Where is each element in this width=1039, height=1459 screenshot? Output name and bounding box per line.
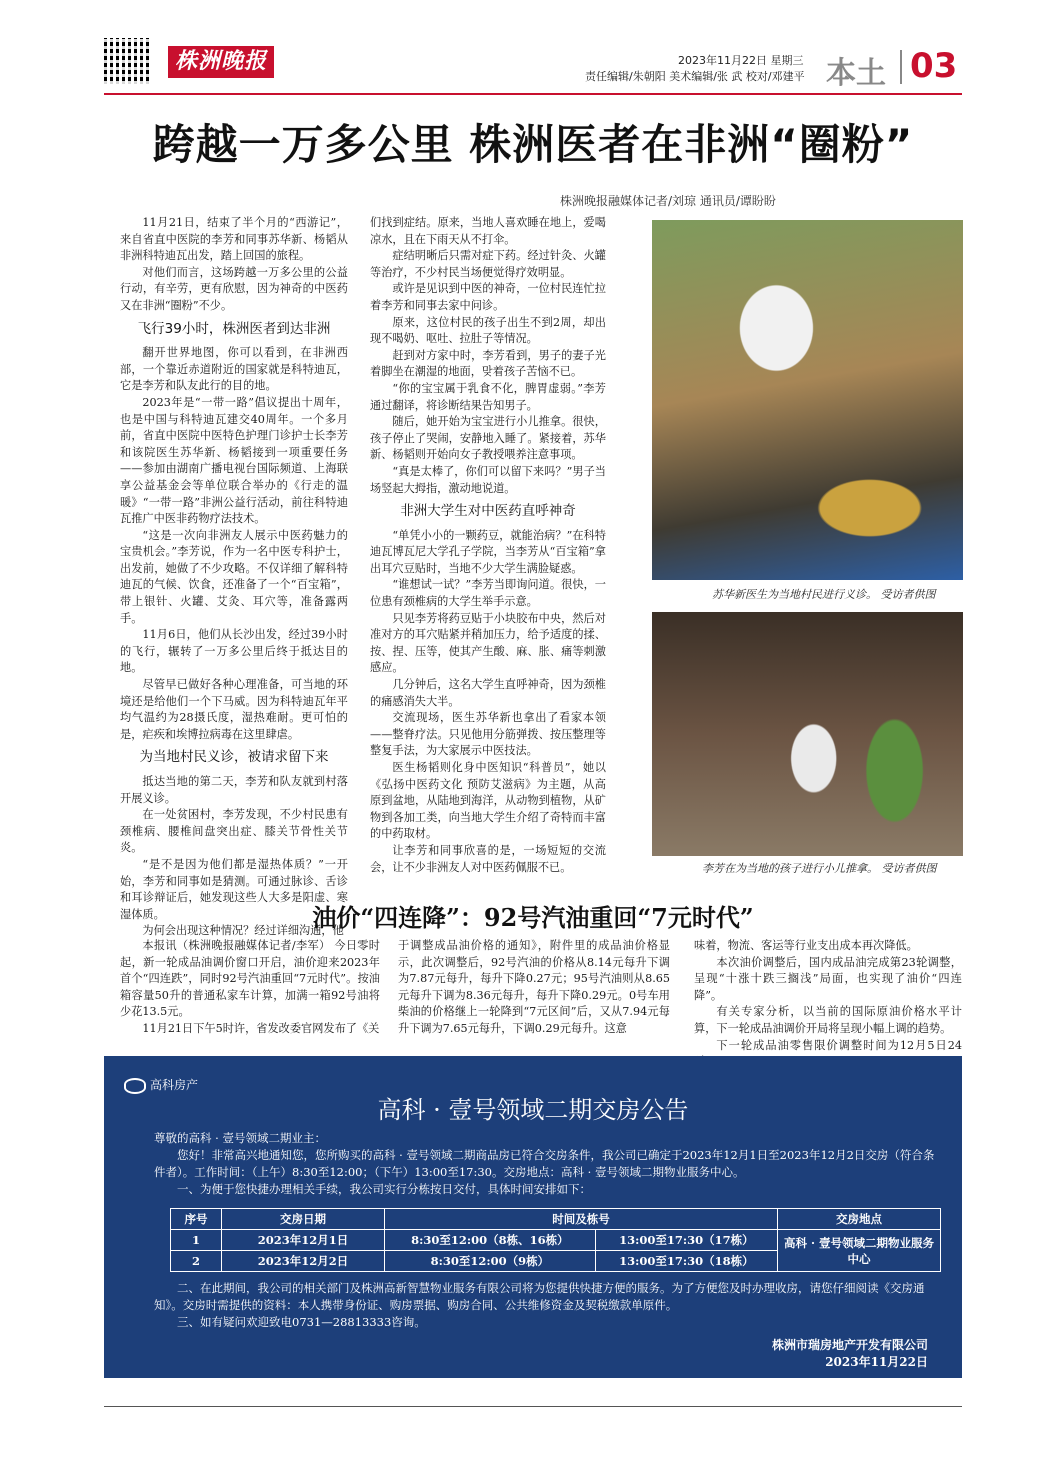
oil-column-2 bbox=[398, 938, 670, 1038]
ad-footer-text bbox=[154, 1280, 944, 1331]
article-paragraph: 11月6日，他们从长沙出发，经过39小时的飞行，辗转了一万多公里后终于抵达目的地。 bbox=[120, 628, 348, 675]
article-paragraph: 或许是见识到中医的神奇，一位村民连忙拉着李芳和同事去家中问诊。 bbox=[370, 282, 606, 312]
article-subhead: 飞行39小时，株洲医者到达非洲 bbox=[137, 320, 331, 337]
article-paragraph: “是不是因为他们都是湿热体质？”一开始，李芳和同事如是猜测。可通过脉诊、舌诊和耳诊辩证后，她发现这些人大多是阳虚、寒湿体质。 bbox=[120, 857, 348, 921]
handover-location: 高科 · 壹号领域二期物业服务中心 bbox=[778, 1230, 941, 1272]
article-paragraph: 让李芳和同事欣喜的是，一场短短的交流会，让不少非洲友人对中医药佩服不已。 bbox=[370, 843, 606, 874]
table-header: 时间及栋号 bbox=[385, 1209, 778, 1230]
table-cell: 13:00至17:30（17栋） bbox=[595, 1230, 777, 1251]
newspaper-logo: 株洲晚报 bbox=[168, 46, 274, 78]
oil-paragraph: 有关专家分析，以当前的国际原油价格水平计算，下一轮成品油调价开局将呈现小幅上调的趋势。 bbox=[694, 1005, 962, 1035]
article-paragraph: 翻开世界地图，你可以看到，在非洲西部，一个靠近赤道附近的国家就是科特迪瓦，它是李芳和队友此行的目的地。 bbox=[120, 346, 348, 393]
article-paragraph: “真是太棒了，你们可以留下来吗？”男子当场竖起大拇指，激动地说道。 bbox=[370, 464, 606, 495]
ad-date: 2023年11月22日 bbox=[825, 1355, 928, 1369]
article-paragraph: 对他们而言，这场跨越一万多公里的公益行动，有辛劳，更有欣慰，因为神奇的中医药又在非洲“圈粉”不少。 bbox=[120, 265, 348, 312]
article-subhead: 为当地村民义诊，被请求留下来 bbox=[139, 749, 329, 766]
article-paragraph: 们找到症结。原来，当地人喜欢睡在地上，爱喝凉水，且在下雨天从不打伞。 bbox=[370, 216, 606, 246]
qr-code bbox=[104, 38, 150, 84]
masthead-rule bbox=[104, 93, 962, 95]
article-paragraph: 尽管早已做好各种心理准备，可当地的环境还是给他们一个下马威。因为科特迪瓦年平均气温约为28摄氏度，湿热难耐。更可怕的是，疟疾和埃博拉病毒在这里肆虐。 bbox=[120, 678, 348, 741]
oil-price-headline: 油价“四连降”：92号汽油重回“7元时代” bbox=[312, 903, 754, 932]
article-paragraph: 11月21日，结束了半个月的“西游记”，来自省直中医院的李芳和同事苏华新、杨韬从非洲科特迪瓦出发，踏上回国的旅程。 bbox=[120, 216, 348, 263]
article-byline: 株洲晚报融媒体记者/刘琼 通讯员/谭盼盼 bbox=[560, 194, 776, 208]
table-cell: 8:30至12:00（9栋） bbox=[385, 1251, 596, 1272]
article-paragraph: 赶到对方家中时，李芳看到，男子的妻子光着脚坐在潮湿的地面，맞着孩子苦恼不已。 bbox=[370, 348, 606, 379]
ad-company: 株洲市瑞房地产开发有限公司 bbox=[771, 1338, 928, 1352]
oil-paragraph: 于调整成品油价格的通知》，附件里的成品油价格显示，此次调整后，92号汽油的价格从8.14元每升下调为7.87元每升，每升下降0.27元；95号汽油则从8.65元每升下调为8.36元每升，每升下降0.29元。0号车用柴油的价格继上一轮降到“7元区间”后，又从7.94元每升下调为7.65元每升，下调0.29元每升。这意 bbox=[398, 939, 670, 1035]
article-paragraph: 随后，她开始为宝宝进行小儿推拿。很快，孩子停止了哭闹，安静地入睡了。紧接着，苏华新、杨韬则开始向女子教授喂养注意事项。 bbox=[370, 415, 606, 462]
ad-brand-label: 高科房产 bbox=[150, 1078, 199, 1092]
editor-credits: 责任编辑/朱朝阳 美术编辑/张 武 校对/邓建平 bbox=[585, 70, 805, 83]
ad-body bbox=[154, 1130, 944, 1198]
oil-column-3 bbox=[694, 938, 962, 1071]
article-paragraph: 几分钟后，这名大学生直呼神奇，因为颈椎的痛感消失大半。 bbox=[370, 678, 606, 708]
section-name: 本土 bbox=[826, 56, 886, 91]
ad-item-3: 三、如有疑问欢迎致电0731—28813333咨询。 bbox=[177, 1315, 426, 1329]
table-cell: 1 bbox=[171, 1230, 222, 1251]
article-paragraph: 症结明晰后只需对症下药。经过针灸、火罐等治疗，不少村民当场便觉得疗效明显。 bbox=[370, 249, 606, 279]
article-paragraph: 原来，这位村民的孩子出生不到2周，却出现不喝奶、呕吐、拉肚子等情况。 bbox=[370, 315, 606, 346]
article-paragraph: 医生杨韬则化身中医知识“科普员”，她以《弘扬中医药文化 预防艾滋病》为主题，从高原到盆地，从陆地到海洋，从动物到植物，从矿物到各加工类，向当地大学生介绍了奇特而丰富的中药取材。 bbox=[370, 761, 606, 841]
ad-greeting: 尊敬的高科 · 壹号领域二期业主： bbox=[154, 1131, 326, 1145]
table-header: 序号 bbox=[171, 1209, 222, 1230]
table-row bbox=[171, 1230, 941, 1251]
oil-paragraph: 本次油价调整后，国内成品油完成第23轮调整，呈现“十涨十跌三搁浅”局面，也实现了油价“四连降”。 bbox=[694, 955, 962, 1002]
article-paragraph: “这是一次向非洲友人展示中医药魅力的宝贵机会。”李芳说，作为一名中医专科护士，出发前，她做了不少攻略。不仅详细了解科特迪瓦的气候、饮食，还准备了一个“百宝箱”，带上银针、火罐、艾灸、耳穴等，准备露两手。 bbox=[120, 528, 348, 625]
article-paragraph: “你的宝宝属于乳食不化，脾胃虚弱。”李芳通过翻译，将诊断结果告知男子。 bbox=[370, 381, 606, 412]
ad-signature bbox=[760, 1336, 928, 1370]
table-cell: 8:30至12:00（8栋、16栋） bbox=[385, 1230, 596, 1251]
photo-caption-2: 李芳在为当地的孩子进行小儿推拿。 受访者供图 bbox=[702, 862, 937, 875]
table-cell: 2023年12月2日 bbox=[222, 1251, 385, 1272]
article-column-2 bbox=[370, 215, 606, 876]
article-paragraph: 交流现场，医生苏华新也拿出了看家本领——整脊疗法。只见他用分筋弹拨、按压整理等整复手法，为大家展示中医技法。 bbox=[370, 711, 606, 758]
table-header: 交房日期 bbox=[222, 1209, 385, 1230]
article-paragraph: 只见李芳将药豆贴于小块胶布中央，然后对准对方的耳穴贴紧并稍加压力，给予适度的揉、按、捏、压等，使其产生酸、麻、胀、痛等刺激感应。 bbox=[370, 611, 606, 675]
photo-village-clinic bbox=[652, 220, 963, 580]
page-bottom-rule bbox=[104, 1406, 962, 1407]
article-paragraph: “谁想试一试？”李芳当即询问道。很快，一位患有颈椎病的大学生举手示意。 bbox=[370, 578, 606, 609]
ad-item-2: 二、在此期间，我公司的相关部门及株洲高新智慧物业服务有限公司将为您提供快捷方便的服务。为了方便您及时办理收房，请您仔细阅读《交房通知》。交房时需提供的资料：本人携带身份证、购房票据、购房合同、公共维修资金及契税缴款单原件。 bbox=[154, 1281, 925, 1312]
photo-caption-1: 苏华新医生为当地村民进行义诊。 受访者供图 bbox=[712, 588, 936, 601]
table-cell: 2 bbox=[171, 1251, 222, 1272]
article-headline: 跨越一万多公里 株洲医者在非洲“圈粉” bbox=[152, 120, 914, 169]
article-paragraph: 抵达当地的第二天，李芳和队友就到村落开展义诊。 bbox=[120, 775, 348, 805]
ad-item-1: 一、为便于您快捷办理相关手续，我公司实行分栋按日交付，具体时间安排如下： bbox=[177, 1182, 591, 1196]
article-paragraph: “单凭小小的一颗药豆，就能治病？”在科特迪瓦博瓦尼大学孔子学院，当李芳从“百宝箱”拿出耳穴豆贴时，当地不少大学生满脸疑惑。 bbox=[370, 528, 606, 575]
oil-paragraph: 味着，物流、客运等行业支出成本再次降低。 bbox=[694, 939, 918, 952]
article-paragraph: 在一处贫困村，李芳发现，不少村民患有颈椎病、腰椎间盘突出症、膝关节骨性关节炎。 bbox=[120, 808, 348, 855]
ad-intro: 您好！非常高兴地通知您，您所购买的高科 · 壹号领域二期商品房已符合交房条件，我公司已确定于2023年12月1日至2023年12月2日交房（符合条件者）。工作时间：（上午）8:30至12:00；（下午）13:00至17:30。交房地点：高科 · 壹号领域二期物业服务中心。 bbox=[154, 1148, 935, 1179]
article-column-1 bbox=[120, 215, 348, 940]
table-header: 交房地点 bbox=[778, 1209, 941, 1230]
table-cell: 2023年12月1日 bbox=[222, 1230, 385, 1251]
table-cell: 13:00至17:30（18栋） bbox=[595, 1251, 777, 1272]
article-paragraph: 2023年是“一带一路”倡议提出十周年，也是中国与科特迪瓦建交40周年。一个多月前，省直中医院中医特色护理门诊护士长李芳和该院医生苏华新、杨韬接到一项重要任务——参加由湖南广播电视台国际频道、上海联享公益基金会等单位联合举办的《行走的温暖》“一带一路”非洲公益行活动，前往科特迪瓦推广中医非药物疗法技术。 bbox=[120, 395, 348, 526]
ad-title: 高科 · 壹号领域二期交房公告 bbox=[377, 1096, 689, 1124]
oil-column-1 bbox=[120, 938, 380, 1038]
handover-schedule-table bbox=[170, 1208, 941, 1272]
page-number: 03 bbox=[910, 46, 958, 86]
oil-paragraph: 11月21日下午5时许，省发改委官网发布了《关 bbox=[142, 1021, 380, 1035]
issue-date: 2023年11月22日 星期三 bbox=[678, 54, 804, 67]
oil-paragraph: 本报讯（株洲晚报融媒体记者/李军） 今日零时起，新一轮成品油调价窗口开启，油价迎来2023年首个“四连跌”，同时92号汽油重回“7元时代”。按油箱容量50升的普通私家车计算，加满一箱92号油将少花13.5元。 bbox=[120, 939, 380, 1019]
section-divider bbox=[900, 50, 902, 84]
article-paragraph: 为何会出现这种情况？经过详细沟通，他 bbox=[142, 924, 344, 938]
article-subhead: 非洲大学生对中医药直呼神奇 bbox=[400, 503, 576, 520]
oil-paragraph: 下一轮成品油零售限价调整时间为12月5日24 bbox=[716, 1038, 962, 1052]
photo-child-massage bbox=[652, 612, 963, 856]
